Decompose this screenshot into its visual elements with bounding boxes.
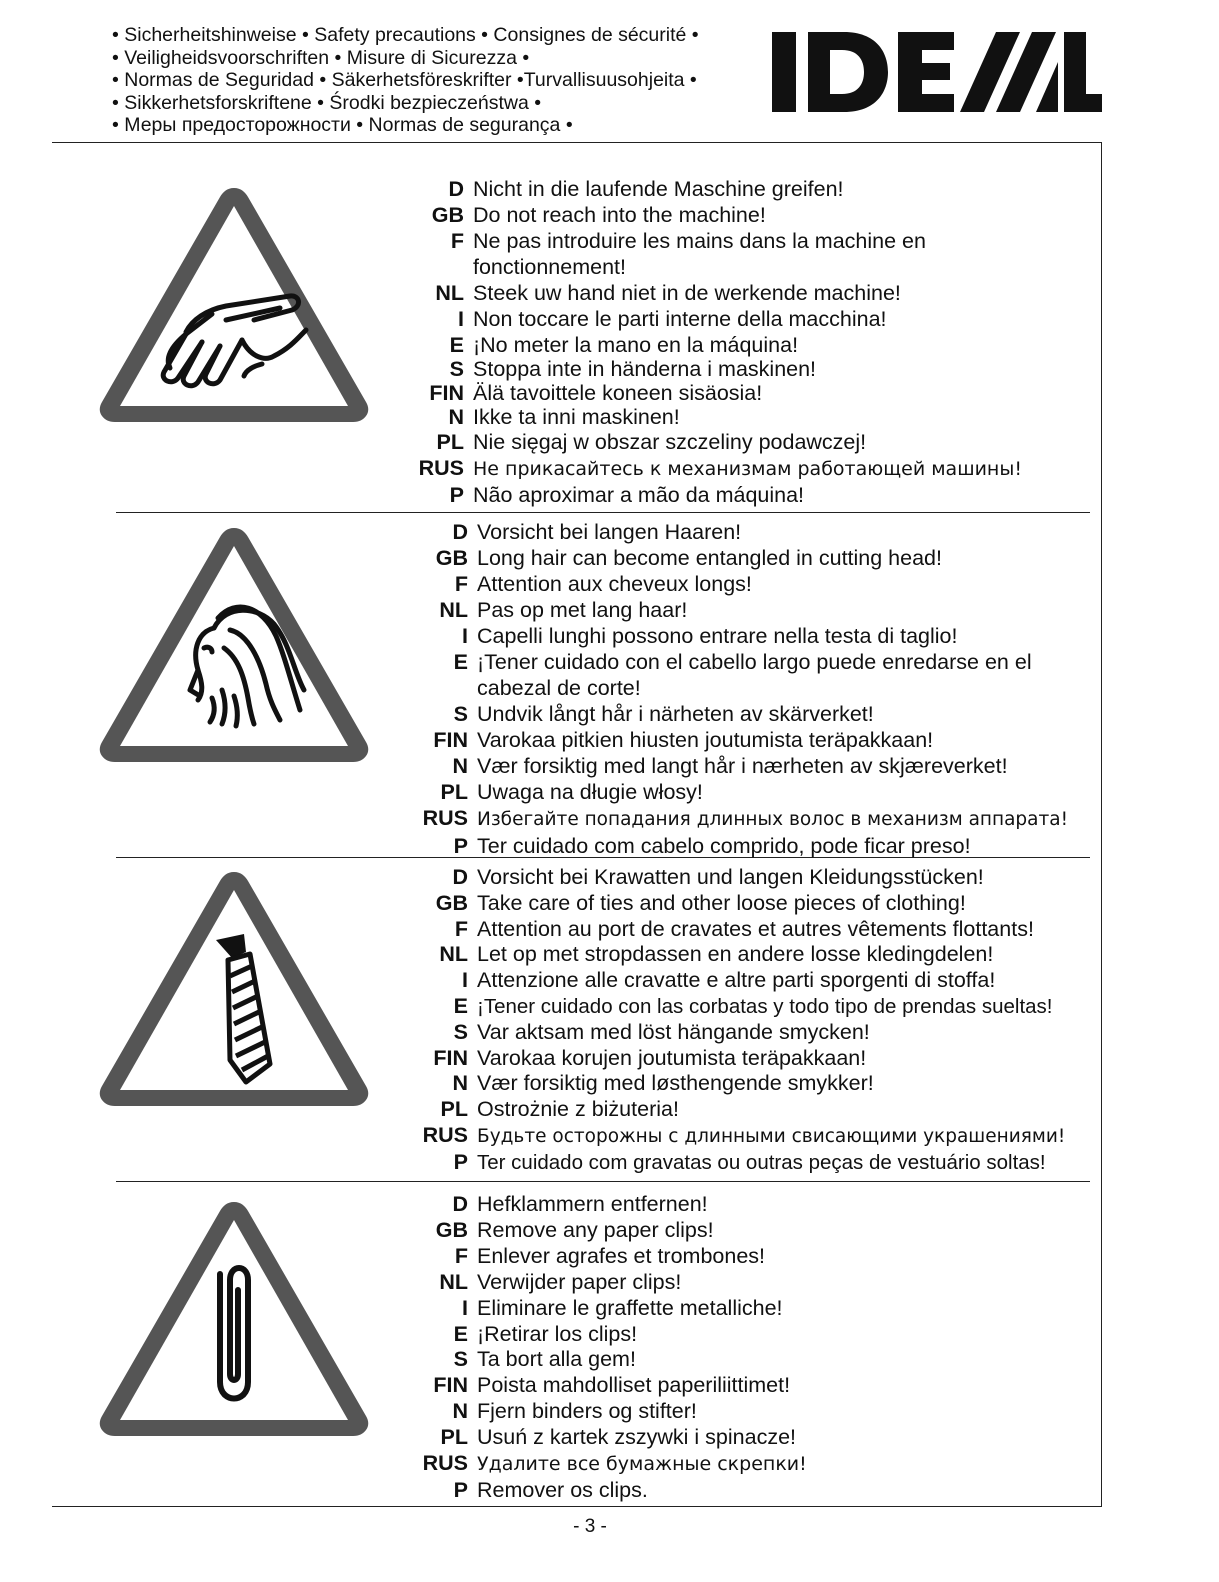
warning-text: Enlever agrafes et trombones!	[477, 1243, 766, 1268]
language-code: F	[454, 916, 468, 941]
list-item	[416, 405, 1022, 429]
warning-text: Nicht in die laufende Maschine greifen!	[473, 177, 844, 201]
list-item	[420, 753, 1068, 779]
language-code: P	[453, 1477, 468, 1502]
list-item	[416, 381, 1022, 405]
page-number: - 3 -	[573, 1516, 607, 1537]
language-code: RUS	[422, 1451, 468, 1476]
list-item	[416, 429, 1022, 455]
language-code: N	[452, 1399, 468, 1424]
language-code: I	[462, 624, 468, 648]
list-item	[420, 519, 1068, 545]
list-item	[420, 1192, 807, 1218]
list-item	[420, 1150, 1065, 1176]
list-item	[420, 1097, 1065, 1123]
list-item	[420, 891, 1065, 917]
list-item	[416, 176, 1022, 202]
warning-text: Eliminare le graffette metalliche!	[477, 1295, 783, 1320]
list-item	[420, 1270, 807, 1296]
list-item	[420, 1244, 807, 1270]
warning-text: cabezal de corte!	[477, 676, 641, 700]
list-item	[420, 1296, 807, 1322]
list-item	[420, 1451, 807, 1478]
language-code: FIN	[433, 728, 468, 752]
list-item	[420, 1347, 807, 1373]
list-item	[420, 1046, 1065, 1072]
language-code: P	[453, 834, 468, 858]
necktie-warning-icon	[94, 864, 374, 1112]
language-code: PL	[440, 1097, 468, 1122]
language-code: S	[453, 1347, 468, 1372]
list-item	[420, 545, 1068, 571]
warning-text: Do not reach into the machine!	[473, 203, 766, 227]
warning-text: Älä tavoittele koneen sisäosia!	[473, 381, 763, 405]
list-item	[420, 805, 1068, 833]
language-code: F	[454, 572, 468, 596]
list-item	[416, 482, 1022, 508]
paper-clip-warning-text	[420, 1192, 807, 1504]
list-item	[420, 994, 1065, 1020]
language-code: N	[452, 1071, 468, 1096]
ideal-logo	[772, 24, 1102, 116]
language-code: GB	[435, 890, 468, 915]
warning-text: Ostrożnie z biżuteria!	[477, 1097, 679, 1122]
list-item	[420, 675, 1068, 701]
language-code: S	[453, 1019, 468, 1044]
list-item	[420, 1020, 1065, 1046]
long-hair-warning-icon	[94, 520, 374, 768]
hand-warning-icon	[94, 180, 374, 428]
warning-text: Usuń z kartek zszywki i spinacze!	[477, 1425, 797, 1450]
warning-text: Remover os clips.	[477, 1477, 648, 1502]
list-item	[416, 254, 1022, 280]
language-code: E	[453, 1321, 468, 1346]
warning-text: Vorsicht bei langen Haaren!	[477, 520, 742, 544]
warning-text: Vær forsiktig med løsthengende smykker!	[477, 1071, 874, 1096]
language-code: FIN	[433, 1045, 468, 1070]
language-code: S	[449, 357, 464, 381]
list-item	[420, 833, 1068, 859]
language-code: D	[452, 520, 468, 544]
language-code: PL	[440, 780, 468, 804]
language-code: FIN	[433, 1373, 468, 1398]
warning-text: Uwaga na długie włosy!	[477, 780, 703, 804]
list-item	[420, 1399, 807, 1425]
language-code: D	[452, 1192, 468, 1216]
language-code: NL	[439, 942, 468, 967]
language-code: P	[453, 1149, 468, 1174]
list-item	[416, 332, 1022, 358]
list-item	[420, 1425, 807, 1451]
warning-text: Vorsicht bei Krawatten und langen Kleidungsstücken!	[477, 865, 984, 889]
language-code: I	[462, 968, 468, 993]
hand-warning-text	[416, 176, 1022, 508]
list-item	[420, 942, 1065, 968]
warning-text: Capelli lunghi possono entrare nella testa di taglio!	[477, 624, 958, 648]
language-code: E	[449, 333, 464, 357]
necktie-warning-text	[420, 865, 1065, 1176]
list-item	[420, 1322, 807, 1348]
list-item	[420, 727, 1068, 753]
warning-text: Nie sięgaj w obszar szczeliny podawczej!	[473, 430, 867, 454]
warning-text: Undvik långt hår i närheten av skärverket!	[477, 702, 874, 726]
language-code: E	[453, 650, 468, 674]
list-item	[416, 228, 1022, 254]
language-code: GB	[431, 203, 464, 227]
list-item	[416, 202, 1022, 228]
list-item	[416, 306, 1022, 332]
warning-text: Избегайте попадания длинных волос в механизм аппарата!	[477, 809, 1069, 830]
language-code: N	[452, 754, 468, 778]
warning-text: Ne pas introduire les mains dans la machine en	[473, 229, 926, 253]
warning-text: Attenzione alle cravatte e altre parti sporgenti di stoffa!	[477, 968, 996, 993]
list-item	[416, 455, 1022, 482]
language-code: NL	[439, 598, 468, 622]
language-code: RUS	[418, 456, 464, 480]
section-divider	[116, 1181, 1090, 1182]
language-code: I	[462, 1295, 468, 1320]
warning-text: Var aktsam med löst hängande smycken!	[477, 1019, 870, 1044]
language-code: PL	[436, 430, 464, 454]
warning-text: Ikke ta inni maskinen!	[473, 405, 680, 429]
warning-text: Удалите все бумажные скрепки!	[477, 1453, 807, 1476]
language-code: NL	[439, 1269, 468, 1294]
paper-clip-warning-icon	[94, 1194, 374, 1442]
warning-text: ¡Tener cuidado con las corbatas y todo tipo de prendas sueltas!	[477, 994, 1053, 1018]
list-item	[420, 1123, 1065, 1150]
warning-text: Ta bort alla gem!	[477, 1347, 636, 1372]
warning-text: ¡Retirar los clips!	[477, 1321, 638, 1346]
warning-text: fonctionnement!	[473, 255, 626, 279]
header-line: • Veiligheidsvoorschriften • Misure di Sicurezza •	[112, 46, 530, 69]
header-line: • Меры предосторожности • Normas de segurança •	[112, 114, 573, 136]
list-item	[420, 701, 1068, 727]
list-item	[420, 865, 1065, 891]
language-code: D	[452, 865, 468, 889]
warning-text: Let op met stropdassen en andere losse kledingdelen!	[477, 942, 994, 967]
language-code: N	[448, 405, 464, 429]
warning-text: ¡No meter la mano en la máquina!	[473, 333, 799, 357]
warning-text: Hefklammern entfernen!	[477, 1192, 708, 1216]
list-item	[420, 623, 1068, 649]
header-line: • Normas de Seguridad • Säkerhetsföreskrifter •Turvallisuusohjeita •	[112, 69, 697, 91]
warning-text: Remove any paper clips!	[477, 1217, 714, 1242]
language-code: RUS	[422, 1122, 468, 1147]
list-item	[420, 1373, 807, 1399]
language-code: S	[453, 702, 468, 726]
language-code: PL	[440, 1425, 468, 1450]
warning-text: Long hair can become entangled in cutting head!	[477, 546, 942, 570]
language-code: F	[450, 229, 464, 253]
warning-text: Ter cuidado com gravatas ou outras peças de vestuário soltas!	[477, 1150, 1046, 1174]
list-item	[420, 1218, 807, 1244]
list-item	[416, 280, 1022, 306]
list-item	[420, 649, 1068, 675]
warning-text: Não aproximar a mão da máquina!	[473, 483, 805, 507]
warning-text: Fjern binders og stifter!	[477, 1399, 697, 1424]
warning-text: Verwijder paper clips!	[477, 1269, 682, 1294]
language-code: FIN	[429, 381, 464, 405]
warning-text: Stoppa inte in händerna i maskinen!	[473, 357, 817, 381]
warning-text: Attention au port de cravates et autres vêtements flottants!	[477, 916, 1034, 941]
language-code: RUS	[422, 806, 468, 830]
language-code: E	[453, 993, 468, 1018]
warning-text: Не прикасайтесь к механизмам работающей машины!	[473, 458, 1022, 480]
warning-text: Varokaa pitkien hiusten joutumista teräpakkaan!	[477, 728, 934, 752]
warning-text: Vær forsiktig med langt hår i nærheten av skjæreverket!	[477, 754, 1008, 778]
language-code: P	[449, 483, 464, 507]
list-item	[420, 571, 1068, 597]
language-code: NL	[435, 281, 464, 305]
header-safety-titles	[112, 24, 772, 137]
language-code: D	[448, 177, 464, 201]
warning-text: ¡Tener cuidado con el cabello largo puede enredarse en el	[477, 650, 1032, 674]
section-divider	[116, 512, 1090, 513]
language-code: I	[458, 307, 464, 331]
list-item	[420, 1478, 807, 1504]
warning-text: Steek uw hand niet in de werkende machine!	[473, 281, 901, 305]
list-item	[420, 968, 1065, 994]
language-code: GB	[435, 1217, 468, 1242]
list-item	[420, 779, 1068, 805]
warning-text: Varokaa korujen joutumista teräpakkaan!	[477, 1045, 867, 1070]
header-line: • Sicherheitshinweise • Safety precautions • Consignes de sécurité •	[112, 24, 699, 46]
warning-text: Pas op met lang haar!	[477, 598, 688, 622]
warning-text: Ter cuidado com cabelo comprido, pode ficar preso!	[477, 834, 971, 858]
warning-text: Poista mahdolliset paperiliittimet!	[477, 1373, 791, 1398]
header-line: • Sikkerhetsforskriftene • Środki bezpieczeństwa •	[112, 91, 542, 114]
language-code: GB	[435, 546, 468, 570]
language-code: F	[454, 1243, 468, 1268]
list-item	[416, 358, 1022, 381]
warning-text: Non toccare le parti interne della macchina!	[473, 307, 887, 331]
list-item	[420, 597, 1068, 623]
list-item	[420, 1071, 1065, 1097]
warning-text: Будьте осторожны с длинными свисающими украшениями!	[477, 1125, 1066, 1147]
long-hair-warning-text	[420, 519, 1068, 859]
warning-text: Attention aux cheveux longs!	[477, 572, 752, 596]
list-item	[420, 917, 1065, 943]
warning-text: Take care of ties and other loose pieces of clothing!	[477, 890, 966, 915]
